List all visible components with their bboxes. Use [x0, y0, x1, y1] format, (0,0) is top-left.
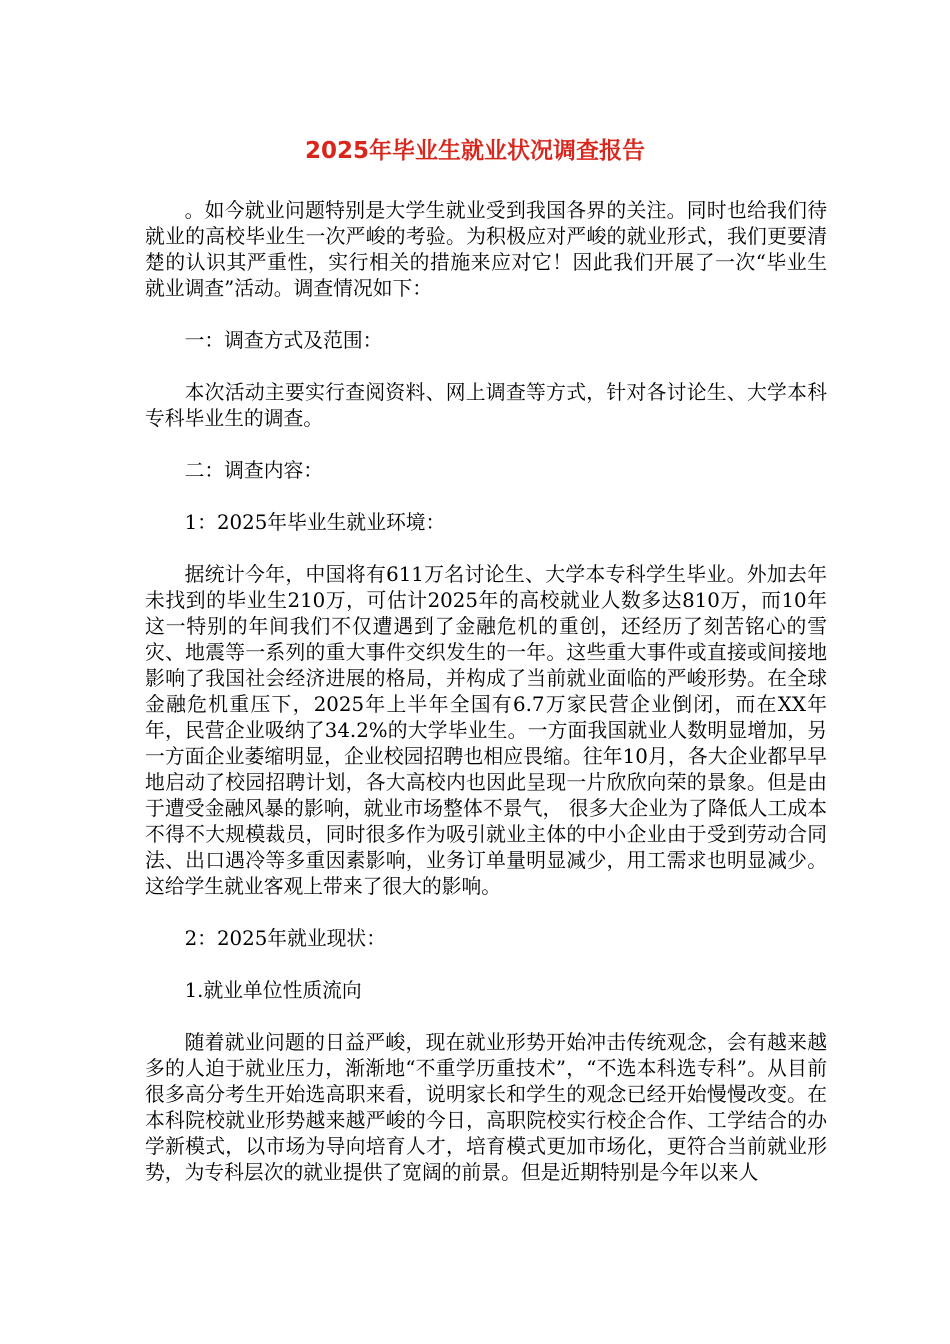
employer-type-flow-paragraph: 随着就业问题的日益严峻，现在就业形势开始冲击传统观念，会有越来越多的人迫于就业压力，渐渐地“不重学历重技术”，“不选本科选专科”。从目前很多高分考生开始选高职来看，说明家长和学生的观念已经开始慢慢改变。在本科院校就业形势越来越严峻的今日，高职院校实行校企合作、工学结合的办学新模式，以市场为导向培育人才，培育模式更加市场化，更符合当前就业形势，为专科层次的就业提供了宽阔的前景。但是近期特别是今年以来人 [145, 1031, 827, 1184]
survey-method-paragraph: 本次活动主要实行查阅资料、网上调查等方式，针对各讨论生、大学本科专科毕业生的调查。 [145, 381, 827, 430]
intro-paragraph: 。如今就业问题特别是大学生就业受到我国各界的关注。同时也给我们待就业的高校毕业生一次严峻的考验。为积极应对严峻的就业形式，我们更要清楚的认识其严重性，实行相关的措施来应对它！因此我们开展了一次“毕业生就业调查”活动。调查情况如下： [145, 199, 827, 300]
document-body [145, 198, 827, 1186]
employment-environment-paragraph: 据统计今年，中国将有611万名讨论生、大学本专科学生毕业。外加去年未找到的毕业生210万，可估计2025年的高校就业人数多达810万，而10年这一特别的年间我们不仅遭遇到了金融危机的重创，还经历了刻苦铭心的雪灾、地震等一系列的重大事件交织发生的一年。这些重大事件或直接或间接地影响了我国社会经济进展的格局，并构成了当前就业面临的严峻形势。在全球金融危机重压下，2025年上半年全国有6.7万家民营企业倒闭，而在XX年年，民营企业吸纳了34.2%的大学毕业生。一方面我国就业人数明显增加，另一方面企业萎缩明显，企业校园招聘也相应畏缩。往年10月，各大企业都早早地启动了校园招聘计划，各大高校内也因此呈现一片欣欣向荣的景象。但是由于遭受金融风暴的影响，就业市场整体不景气， 很多大企业为了降低人工成本不得不大规模裁员，同时很多作为吸引就业主体的中小企业由于受到劳动合同法、出口遇冷等多重因素影响，业务订单量明显减少，用工需求也明显减少。这给学生就业客观上带来了很大的影响。 [145, 563, 827, 898]
subheading-employment-status: 2：2025年就业现状： [184, 927, 386, 950]
section-heading-survey-method: 一：调查方式及范围： [184, 329, 383, 352]
subheading-employment-environment: 1：2025年毕业生就业环境： [184, 511, 446, 534]
section-heading-survey-content: 二：调查内容： [184, 459, 324, 482]
subheading-employer-type-flow: 1.就业单位性质流向 [184, 979, 362, 1002]
document-title: 2025年毕业生就业状况调查报告 [304, 138, 645, 164]
